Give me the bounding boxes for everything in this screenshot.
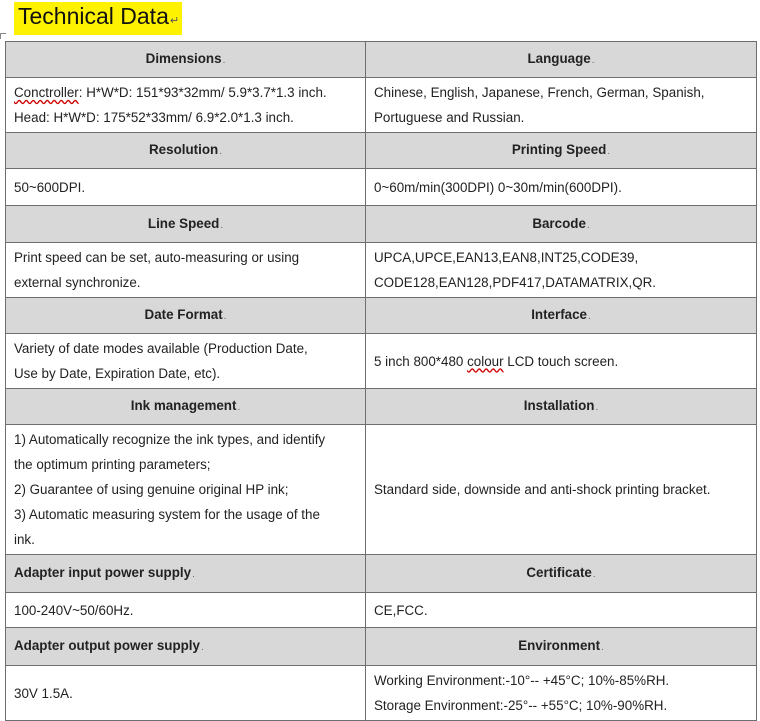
technical-data-table <box>5 41 757 721</box>
interface-header: Interface. <box>366 298 757 334</box>
installation-header: Installation. <box>366 389 757 425</box>
language-value: Chinese, English, Japanese, French, German, Spanish, Portuguese and Russian. <box>366 78 757 133</box>
table-row <box>6 628 757 666</box>
environment-value: Working Environment:-10°-- +45°C; 10%-85%RH. Storage Environment:-25°-- +55°C; 10%-90%RH. <box>366 666 757 721</box>
table-row <box>6 78 757 133</box>
dimensions-header: Dimensions. <box>6 42 366 78</box>
barcode-header: Barcode. <box>366 206 757 243</box>
barcode-value: UPCA,UPCE,EAN13,EAN8,INT25,CODE39, CODE128,EAN128,PDF417,DATAMATRIX,QR. <box>366 243 757 298</box>
table-row <box>6 169 757 206</box>
certificate-value: CE,FCC. <box>366 593 757 628</box>
line-speed-value: Print speed can be set, auto-measuring or using external synchronize. <box>6 243 366 298</box>
table-row <box>6 133 757 169</box>
table-row <box>6 206 757 243</box>
resolution-header: Resolution. <box>6 133 366 169</box>
page-title <box>14 2 182 35</box>
adapter-output-header: Adapter output power supply. <box>6 628 366 666</box>
printing-speed-header: Printing Speed. <box>366 133 757 169</box>
page-title-text: Technical Data <box>18 3 169 29</box>
table-row <box>6 298 757 334</box>
interface-value: 5 inch 800*480 colour LCD touch screen. <box>366 334 757 389</box>
table-row <box>6 334 757 389</box>
environment-header: Environment. <box>366 628 757 666</box>
table-row <box>6 243 757 298</box>
date-format-value: Variety of date modes available (Production Date, Use by Date, Expiration Date, etc). <box>6 334 366 389</box>
table-row <box>6 555 757 593</box>
language-header: Language. <box>366 42 757 78</box>
line-speed-header: Line Speed. <box>6 206 366 243</box>
dimensions-value: Conctroller: H*W*D: 151*93*32mm/ 5.9*3.7*1.3 inch. Head: H*W*D: 175*52*33mm/ 6.9*2.0*1.3 inch. <box>6 78 366 133</box>
adapter-input-header: Adapter input power supply. <box>6 555 366 593</box>
ink-management-value: 1) Automatically recognize the ink types, and identify the optimum printing parameters; 2) Guarantee of using genuine original HP ink; 3) Automatic measuring system for the usage of the ink. <box>6 425 366 555</box>
table-row <box>6 666 757 721</box>
table-row <box>6 42 757 78</box>
resolution-value: 50~600DPI. <box>6 169 366 206</box>
misspelled-word: Conctroller: H*W*D: 151*93*32mm/ 5.9*3.7*1.3 inch. <box>14 85 327 100</box>
paragraph-mark-icon: ↵ <box>169 15 180 27</box>
table-row <box>6 389 757 425</box>
adapter-output-value: 30V 1.5A. <box>6 666 366 721</box>
installation-value: Standard side, downside and anti-shock printing bracket. <box>366 425 757 555</box>
table-row <box>6 425 757 555</box>
certificate-header: Certificate. <box>366 555 757 593</box>
table-row <box>6 593 757 628</box>
ink-management-header: Ink management. <box>6 389 366 425</box>
text-boundary-corner-icon <box>0 33 6 39</box>
adapter-input-value: 100-240V~50/60Hz. <box>6 593 366 628</box>
printing-speed-value: 0~60m/min(300DPI) 0~30m/min(600DPI). <box>366 169 757 206</box>
date-format-header: Date Format. <box>6 298 366 334</box>
